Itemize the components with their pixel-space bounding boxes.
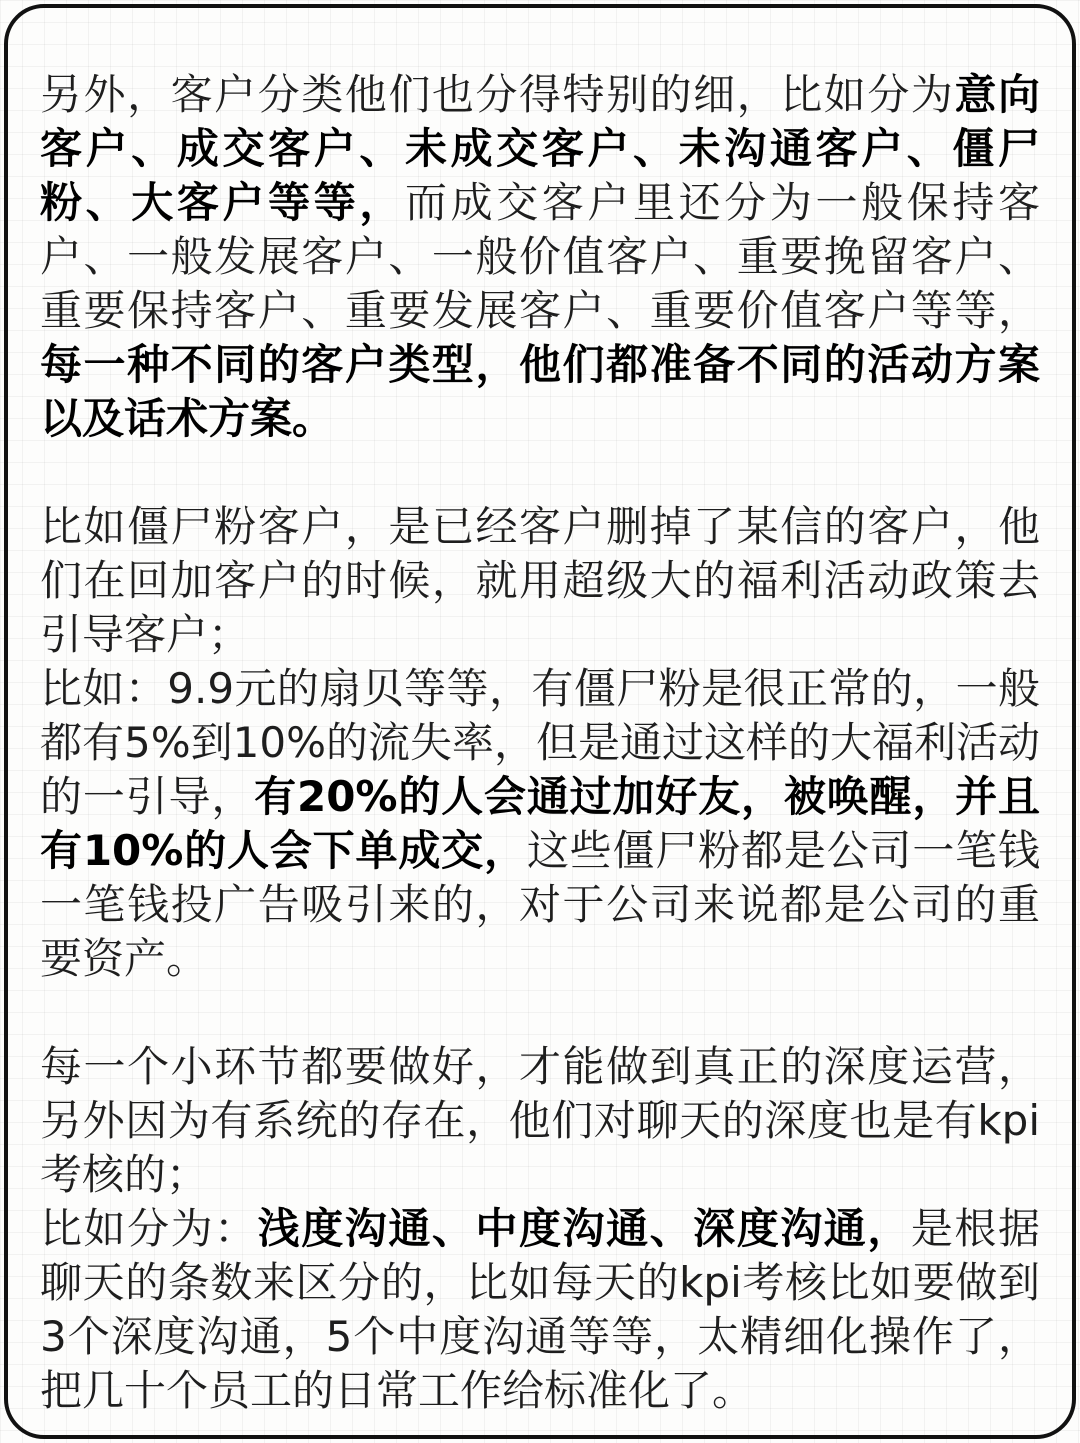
text-segment: 比如分为：: [40, 1204, 258, 1253]
paragraph-zombie-fans: [40, 500, 1040, 662]
article-body: [40, 68, 1040, 1418]
bold-segment: 意向客户、成交客户、未成交客户、未沟通客户、僵尸粉、大客户等等，: [40, 70, 1040, 227]
text-segment: 比如：9.9元的扇贝等等，有僵尸粉是很正常的，一般都有5%到10%的流失率，但是通过这样的大福利活动的一引导，: [40, 664, 1040, 821]
paragraph-communication-levels: [40, 1202, 1040, 1418]
bold-segment: 浅度沟通、中度沟通、深度沟通，: [257, 1204, 911, 1253]
paragraph-gap: [40, 986, 1040, 1040]
bold-segment: 每一种不同的客户类型，他们都准备不同的活动方案以及话术方案。: [40, 340, 1040, 443]
text-segment: 每一个小环节都要做好，才能做到真正的深度运营，另外因为有系统的存在，他们对聊天的深度也是有kpi考核的；: [40, 1042, 1040, 1199]
text-segment: 另外，客户分类他们也分得特别的细，比如分为: [40, 70, 955, 119]
paragraph-example-welfare: [40, 662, 1040, 986]
paragraph-customer-categories: [40, 68, 1040, 446]
text-segment: 而成交客户里还分为一般保持客户、一般发展客户、一般价值客户、重要挽留客户、重要保持客户、重要发展客户、重要价值客户等等，: [40, 178, 1040, 335]
paragraph-gap: [40, 446, 1040, 500]
paragraph-deep-operation: [40, 1040, 1040, 1202]
bold-segment: 有20%的人会通过加好友，被唤醒，并且有10%的人会下单成交，: [40, 772, 1040, 875]
text-segment: 是根据聊天的条数来区分的，比如每天的kpi考核比如要做到3个深度沟通，5个中度沟通等等，太精细化操作了，把几十个员工的日常工作给标准化了。: [40, 1204, 1040, 1415]
text-segment: 比如僵尸粉客户，是已经客户删掉了某信的客户，他们在回加客户的时候，就用超级大的福利活动政策去引导客户；: [40, 502, 1040, 659]
text-segment: 这些僵尸粉都是公司一笔钱一笔钱投广告吸引来的，对于公司来说都是公司的重要资产。: [40, 826, 1040, 983]
